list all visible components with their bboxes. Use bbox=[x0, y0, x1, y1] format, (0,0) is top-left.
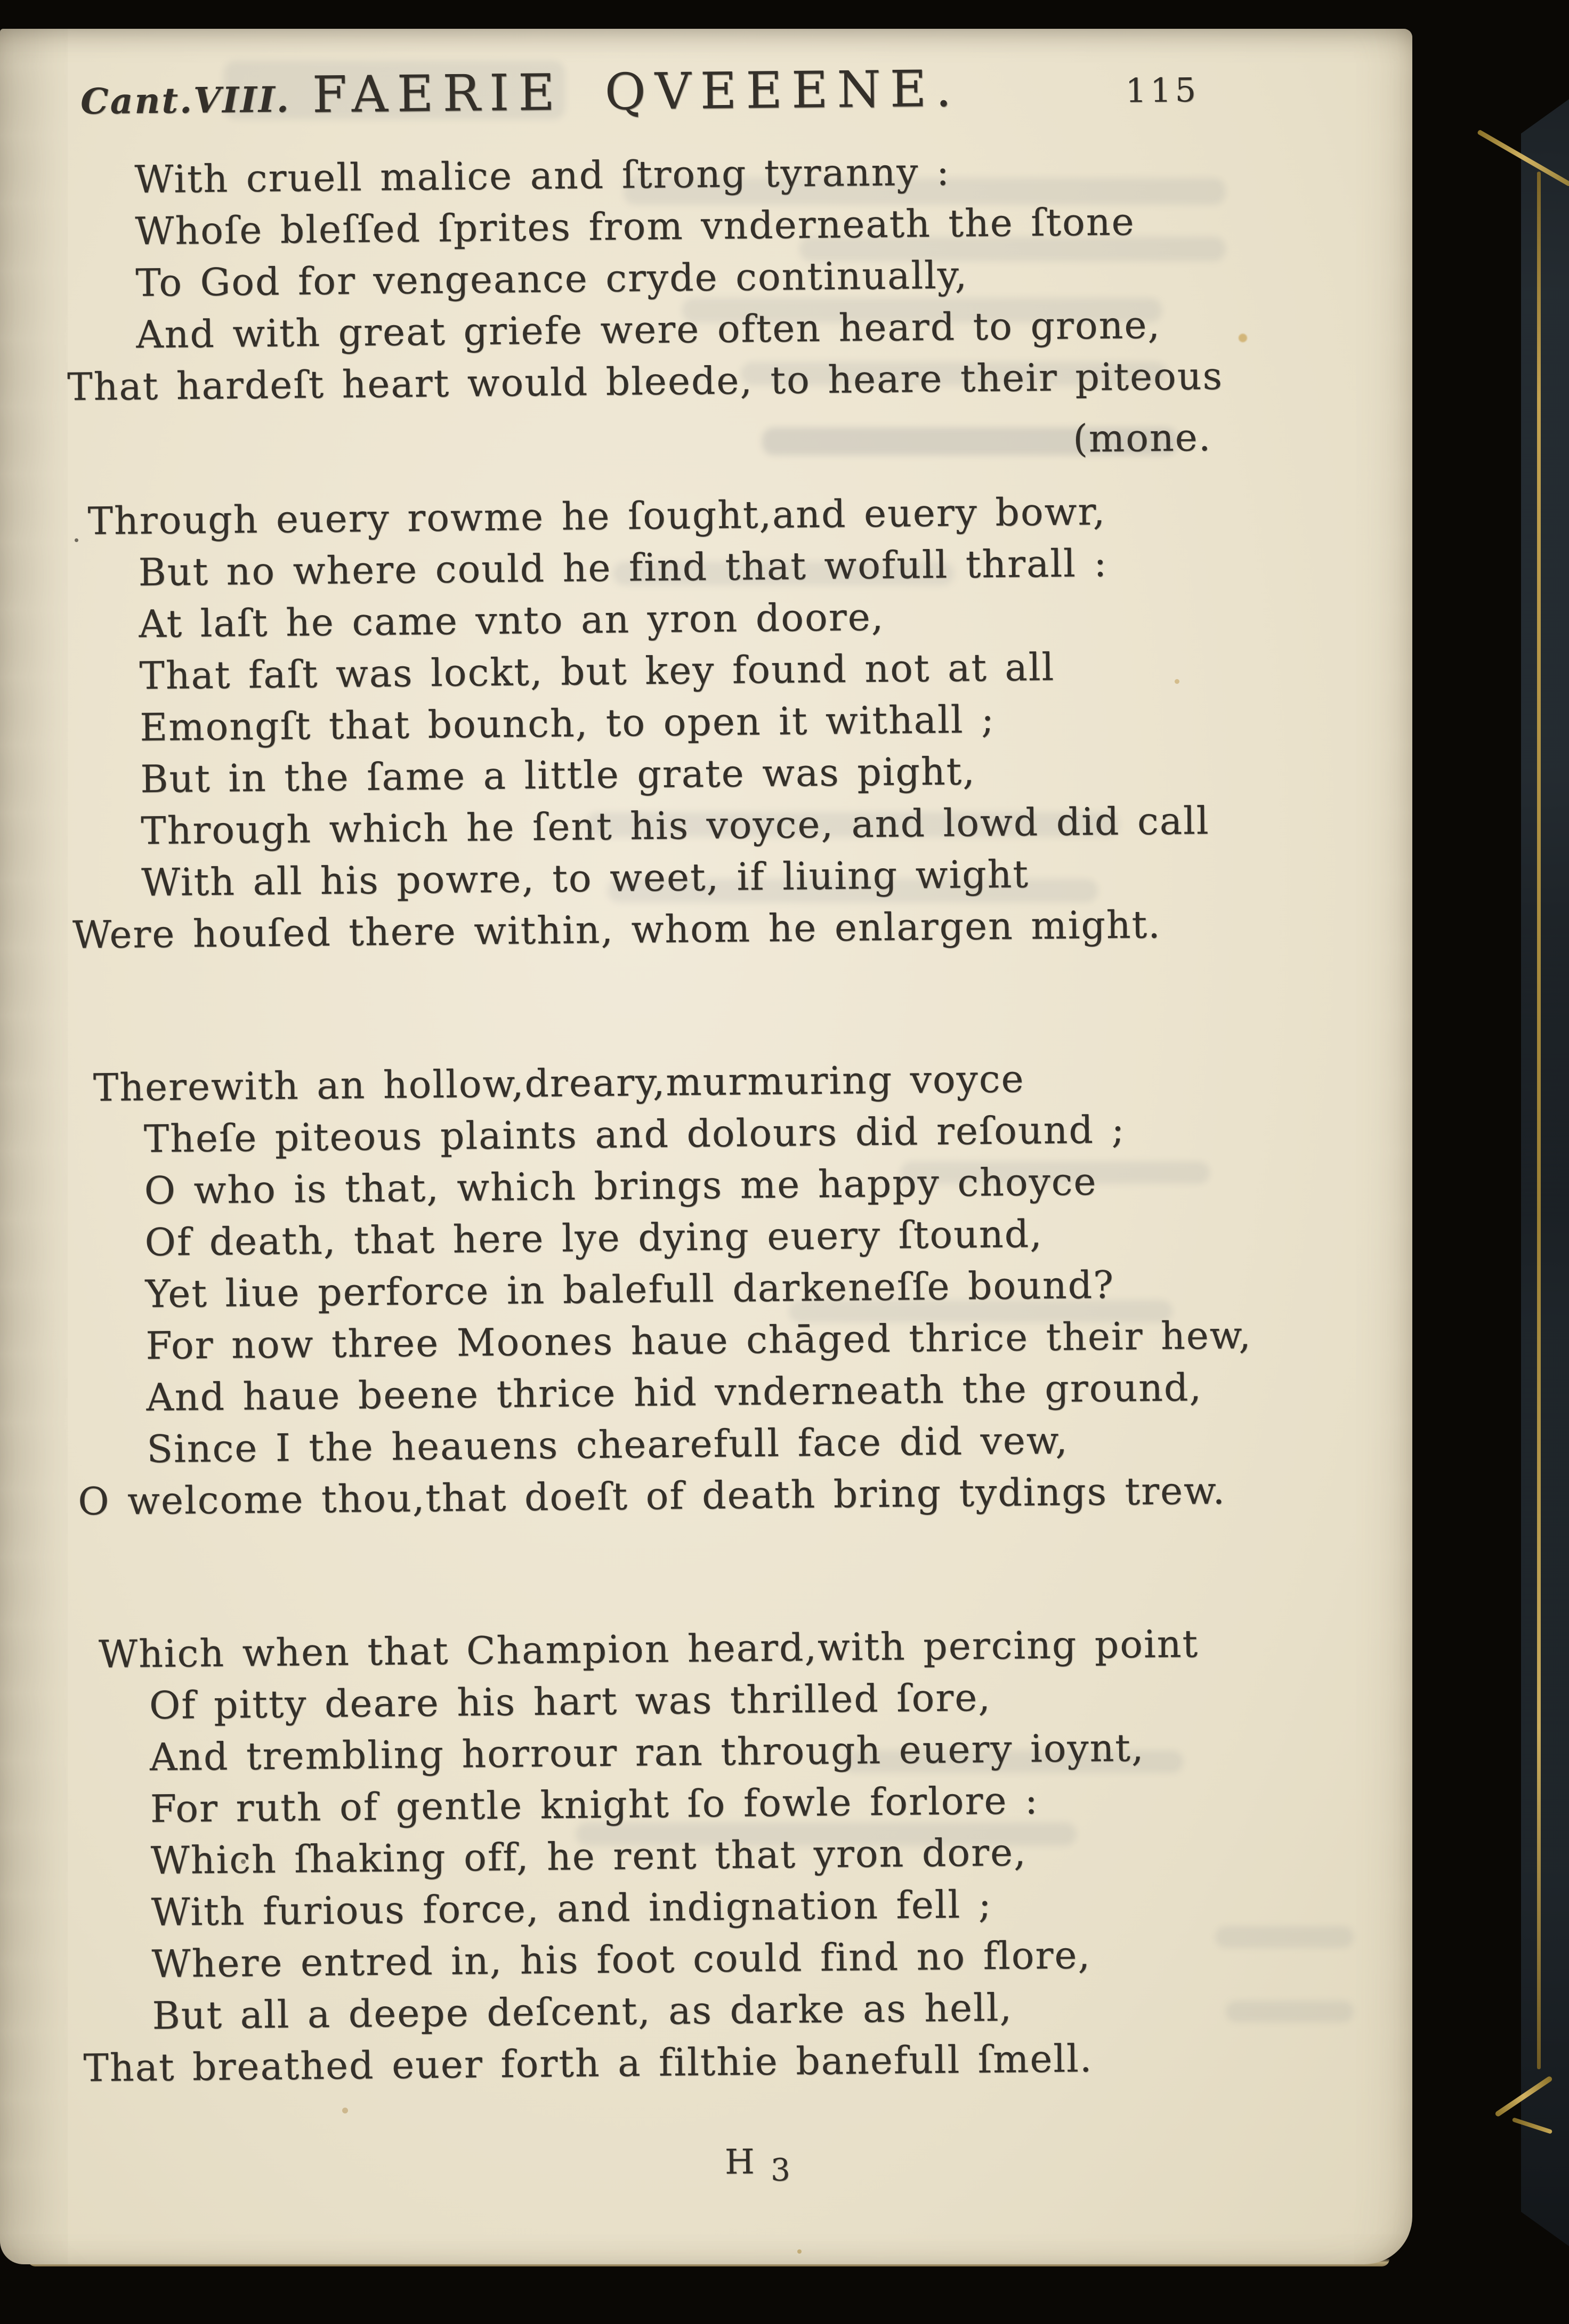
poem-line: That faſt was lockt, but key found not at all bbox=[139, 644, 1055, 698]
signature-letter: H bbox=[724, 2142, 755, 2182]
poem-line: Of death, that here lye dying euery ſtound, bbox=[144, 1212, 1044, 1265]
signature-mark bbox=[19, 2132, 1432, 2193]
turnover-line: (mone. bbox=[1072, 415, 1212, 461]
poem-line: For ruth of gentle knight ſo fowle forlore : bbox=[150, 1778, 1039, 1831]
poem-line: Whoſe bleſſed ſprites from vnderneath the ſtone bbox=[135, 199, 1135, 254]
poem-line: O welcome thou,that doeſt of death bring tydings trew. bbox=[77, 1468, 1226, 1524]
page-number: 115 bbox=[1125, 70, 1200, 110]
poem-line: Theſe piteous plaints and dolours did reſound ; bbox=[143, 1107, 1126, 1161]
poem-line: O who is that, which brings me happy choyce bbox=[144, 1159, 1097, 1213]
poem-line: And haue beene thrice hid vnderneath the ground, bbox=[146, 1365, 1203, 1420]
poem-line: Since I the heauens chearefull face did vew, bbox=[147, 1418, 1069, 1472]
book-binding bbox=[1521, 99, 1569, 2246]
poem-line: That breathed euer forth a filthie banefull ſmell. bbox=[83, 2036, 1093, 2091]
poem bbox=[0, 141, 1431, 2094]
poem-line: But no where could he find that wofull thrall : bbox=[138, 540, 1108, 595]
poem-line: But in the ſame a little grate was pight, bbox=[140, 749, 976, 802]
poem-line: Through which he ſent his voyce, and lowd did call bbox=[140, 798, 1210, 853]
poem-line: Of pitty deare his hart was thrilled ſore, bbox=[149, 1675, 992, 1728]
canto-label: Cant.VIII. bbox=[80, 78, 291, 123]
stanza bbox=[0, 141, 1416, 474]
poem-line: With cruell malice and ſtrong tyranny : bbox=[134, 149, 951, 202]
stanza bbox=[14, 1616, 1431, 2094]
poem-line: Were houſed there within, whom he enlargen might. bbox=[72, 902, 1162, 957]
poem-line: And trembling horrour ran through euery ioynt, bbox=[149, 1725, 1145, 1780]
poem-line: And with great griefe were often heard to grone, bbox=[135, 302, 1161, 357]
gilt-line bbox=[1537, 172, 1541, 2069]
poem-line: To God for vengeance cryde continually, bbox=[135, 253, 968, 305]
poem-line: With furious force, and indignation fell ; bbox=[151, 1882, 993, 1935]
poem-line: For now three Moones haue chāged thrice their hew, bbox=[145, 1313, 1252, 1368]
poem-line: At laſt he came vnto an yron doore, bbox=[139, 594, 885, 647]
book-page bbox=[0, 29, 1412, 2264]
poem-line: Which ſhaking off, he rent that yron dore, bbox=[150, 1830, 1027, 1883]
poem-line: With all his powre, to weet, if liuing wight bbox=[141, 852, 1030, 905]
poem-line: Where entred in, his foot could find no flore, bbox=[151, 1933, 1091, 1987]
running-header bbox=[0, 26, 1412, 125]
poem-line: That hardeſt heart would bleede, to heare their piteous bbox=[67, 353, 1224, 409]
signature-number: 3 bbox=[770, 2151, 791, 2189]
stanza bbox=[3, 482, 1420, 961]
printed-text bbox=[0, 22, 1432, 2193]
foxing-spot bbox=[797, 2249, 802, 2254]
poem-line: Therewith an hollow,dreary,murmuring voyce bbox=[93, 1056, 1025, 1110]
poem-line: Through euery rowme he ſought,and euery bowr, bbox=[87, 489, 1106, 544]
poem-line: Which when that Champion heard,with percing point bbox=[98, 1621, 1199, 1677]
poem-line: But all a deepe deſcent, as darke as hell, bbox=[152, 1985, 1013, 2038]
running-title: FAERIE QVEEENE. bbox=[312, 60, 961, 125]
poem-line: Emongſt that bounch, to open it withall ; bbox=[140, 697, 996, 750]
stanza bbox=[9, 1049, 1425, 1528]
poem-line: Yet liue perforce in balefull darkeneſſe bound? bbox=[145, 1262, 1115, 1317]
